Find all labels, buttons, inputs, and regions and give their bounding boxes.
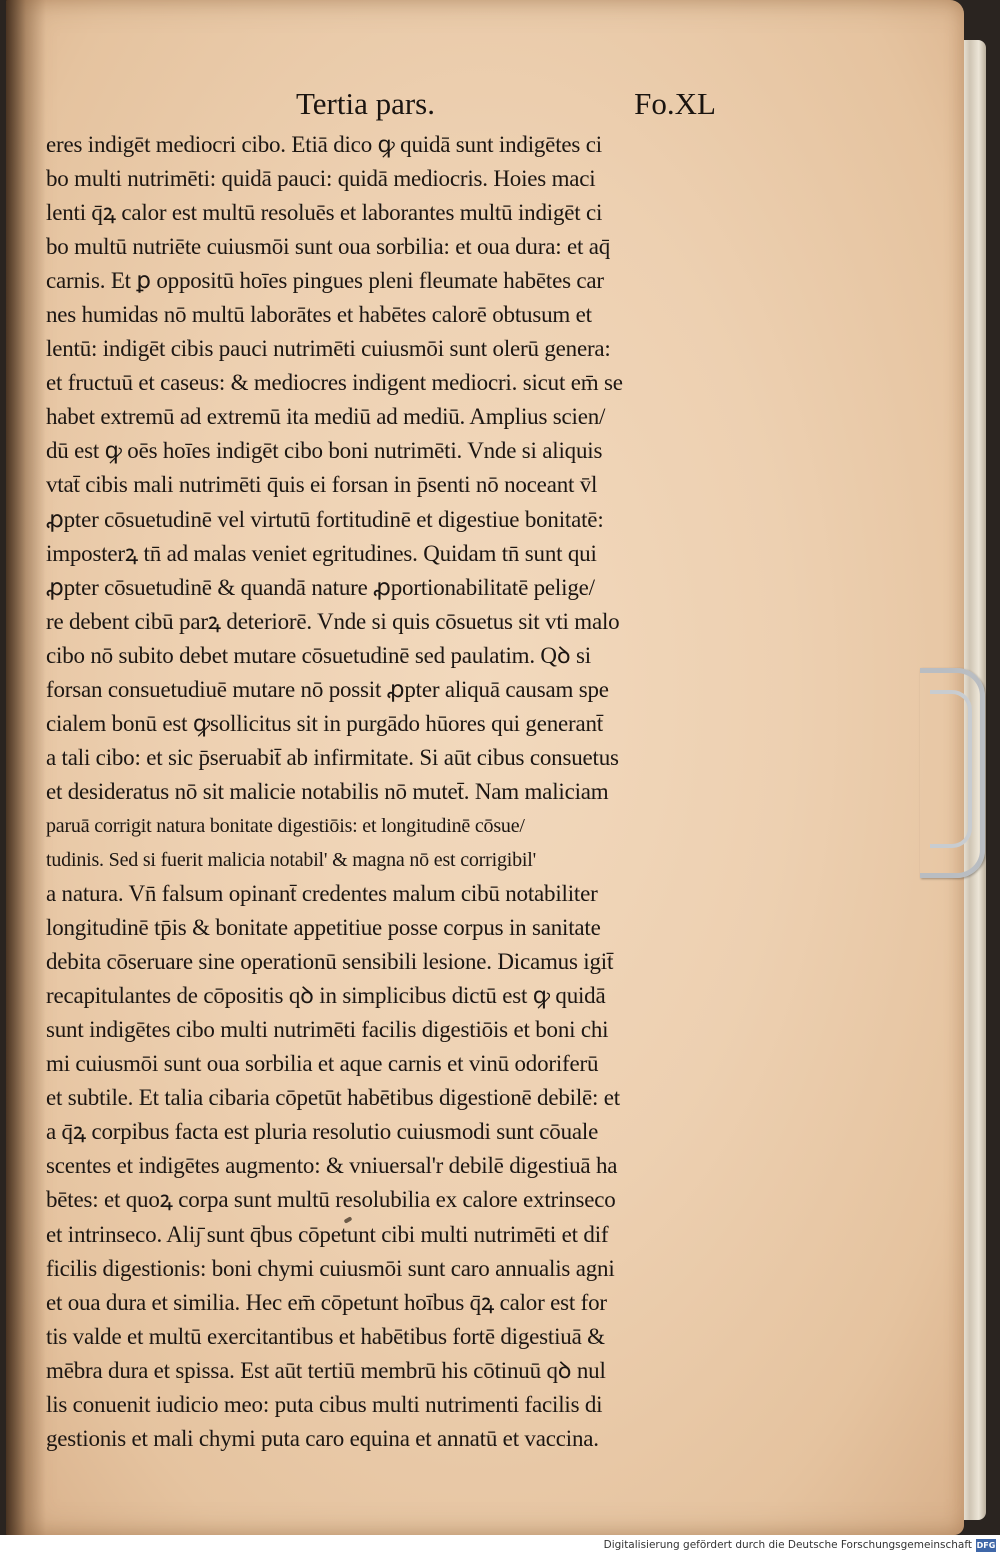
text-line: lentū: indigēt cibis pauci nutrimēti cuiusmōi sunt olerū genera:	[46, 336, 611, 362]
text-line: tudinis. Sed si fuerit malicia notabil' & magna nō est corrigibil'	[46, 848, 537, 871]
text-line: sunt indigētes cibo multi nutrimēti facilis digestiōis et boni chi	[46, 1017, 609, 1043]
text-line: mi cuiusmōi sunt oua sorbilia et aque carnis et vinū odoriferū	[46, 1051, 599, 1077]
text-line: a natura. Vn̄ falsum opinant̄ credentes malum cibū notabiliter	[46, 881, 598, 907]
text-line: bētes: et quoꝝ corpa sunt multū resolubilia ex calore extrinseco	[46, 1187, 616, 1213]
text-line: cialem bonū est ꝙsollicitus sit in purgādo hūores qui generant̄	[46, 710, 603, 736]
text-line: bo multi nutrimēti: quidā pauci: quidā mediocris. Hoies maci	[46, 166, 596, 192]
text-line: imposterꝝ tn̄ ad malas veniet egritudines. Quidam tn̄ sunt qui	[46, 540, 597, 566]
text-line: re debent cibū parꝝ deteriorē. Vnde si quis cōsuetus sit vti malo	[46, 608, 620, 634]
running-header	[296, 86, 716, 126]
text-line: tis valde et multū exercitantibus et habētibus fortē digestiuā &	[46, 1323, 605, 1349]
text-line: mēbra dura et spissa. Est aūt tertiū membrū his cōtinuū qꝺ nul	[46, 1357, 606, 1383]
text-line: lis conuenit iudicio meo: puta cibus multi nutrimenti facilis di	[46, 1391, 603, 1417]
body-text	[46, 128, 726, 1456]
footer-bar	[0, 1535, 1000, 1559]
text-line: et intrinseco. Aliȷ̄ sunt q̄bus cōpetunt cibi multi nutrimēti et dif	[46, 1221, 609, 1247]
text-line: et desideratus nō sit malicie notabilis nō mutet̄. Nam maliciam	[46, 778, 609, 804]
text-line: et subtile. Et talia cibaria cōpetūt habētibus digestionē debilē: et	[46, 1085, 620, 1111]
paper-clip-inner	[930, 690, 972, 848]
gutter-shadow	[6, 0, 46, 1535]
text-line: gestionis et mali chymi puta caro equina et annatū et vaccina.	[46, 1425, 599, 1451]
text-line: et fructuū et caseus: & mediocres indigent mediocri. sicut em̄ se	[46, 370, 623, 396]
book-page	[6, 0, 964, 1535]
text-line: bo multū nutriēte cuiusmōi sunt oua sorbilia: et oua dura: et aq̄	[46, 234, 610, 260]
text-line: a q̄ꝝ corpibus facta est pluria resolutio cuiusmodi sunt cōuale	[46, 1119, 599, 1145]
text-line: lenti q̄ꝝ calor est multū resoluēs et laborantes multū indigēt ci	[46, 200, 603, 226]
text-line: ꝓpter cōsuetudinē vel virtutū fortitudinē et digestiue bonitatē:	[46, 506, 604, 532]
text-line: et oua dura et similia. Hec em̄ cōpetunt hoībus q̄ꝝ calor est for	[46, 1289, 607, 1315]
text-line: vtat̄ cibis mali nutrimēti q̄uis ei forsan in p̄senti nō noceant v̄l	[46, 472, 598, 498]
text-line: ꝓpter cōsuetudinē & quandā nature ꝓportionabilitatē pelige/	[46, 574, 595, 600]
text-line: nes humidas nō multū laborātes et habētes calorē obtusum et	[46, 302, 592, 328]
text-line: forsan consuetudiuē mutare nō possit ꝓpter aliquā causam spe	[46, 676, 609, 702]
text-line: scentes et indigētes augmento: & vniuersal'r debilē digestiuā ha	[46, 1153, 618, 1179]
text-line: ficilis digestionis: boni chymi cuiusmōi sunt caro annualis agni	[46, 1255, 615, 1281]
footer-credit: Digitalisierung gefördert durch die Deutsche Forschungsgemeinschaft	[603, 1539, 972, 1551]
text-line: a tali cibo: et sic p̄seruabit̄ ab infirmitate. Si aūt cibus consuetus	[46, 744, 619, 770]
text-line: debita cōseruare sine operationū sensibili lesione. Dicamus igit̄	[46, 949, 614, 975]
text-line: longitudinē tp̄is & bonitate appetitiue posse corpus in sanitate	[46, 915, 601, 941]
text-line: carnis. Et ꝑ oppositū hoīes pingues pleni fleumate habētes car	[46, 268, 604, 294]
text-line: eres indigēt mediocri cibo. Etiā dico ꝙ quidā sunt indigētes ci	[46, 132, 602, 157]
text-line: paruā corrigit natura bonitate digestiōis: et longitudinē cōsue/	[46, 814, 525, 837]
running-head-title: Tertia pars.	[296, 86, 435, 121]
text-line: habet extremū ad extremū ita mediū ad mediū. Amplius scien/	[46, 404, 606, 430]
dfg-logo: DFG	[976, 1541, 996, 1550]
text-line: recapitulantes de cōpositis qꝺ in simplicibus dictū est ꝙ quidā	[46, 983, 606, 1009]
text-line: cibo nō subito debet mutare cōsuetudinē sed paulatim. Qꝺ si	[46, 642, 591, 668]
text-line: dū est ꝙ oēs hoīes indigēt cibo boni nutrimēti. Vnde si aliquis	[46, 438, 603, 464]
folio-number: Fo.XL	[634, 86, 716, 121]
